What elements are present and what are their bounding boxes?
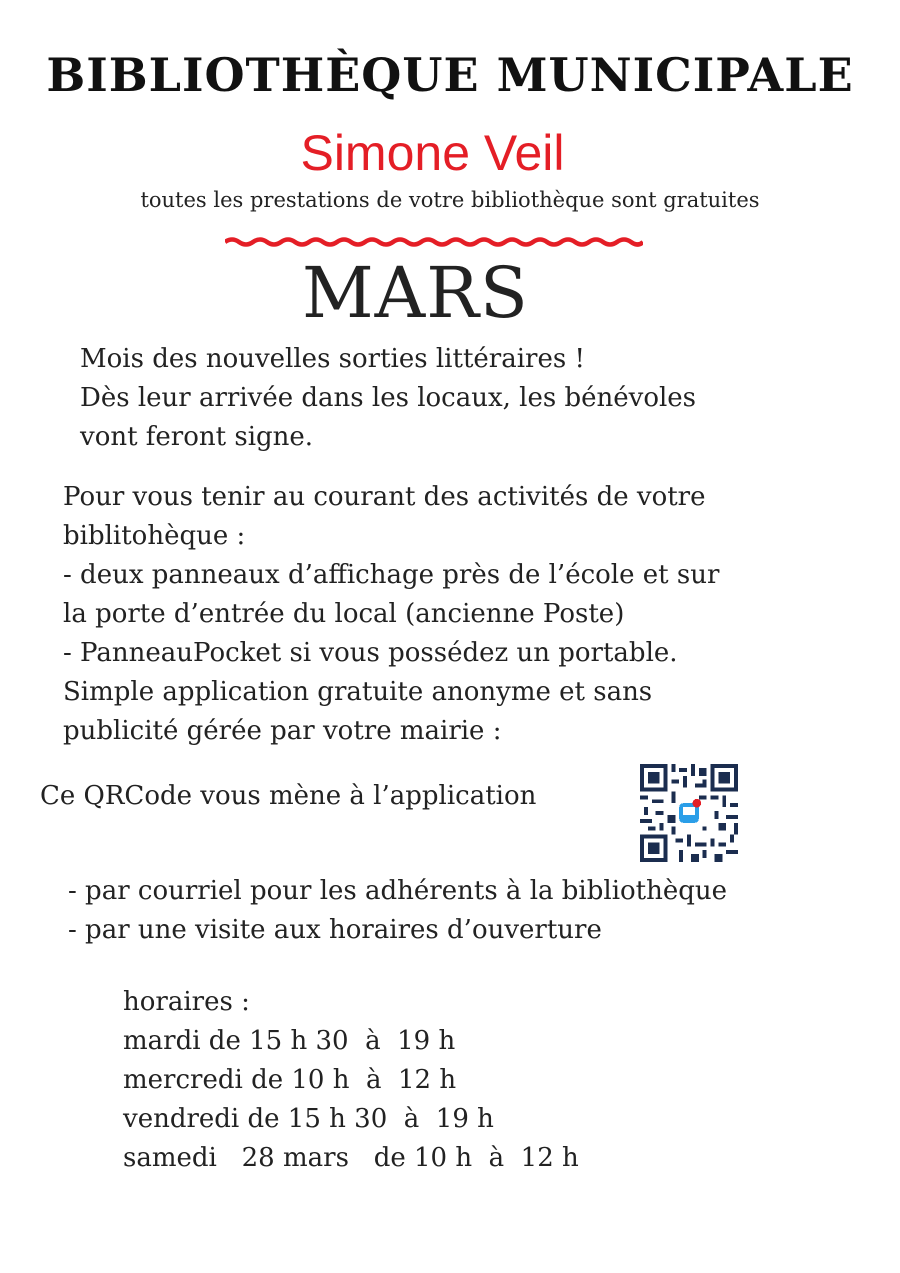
contact-line: - par une visite aux horaires d’ouverture [68,915,602,945]
tagline: toutes les prestations de votre bibliothèque sont gratuites [140,188,760,212]
info-line: publicité gérée par votre mairie : [63,716,502,746]
opening-hours [123,983,579,1178]
info-line: biblitohèque : [63,521,246,551]
hours-row: mercredi de 10 h à 12 h [123,1065,457,1095]
intro-line: Dès leur arrivée dans les locaux, les bénévoles [80,383,697,413]
intro-paragraph [80,340,696,457]
intro-line: vont feront signe. [80,422,314,452]
info-line: Pour vous tenir au courant des activités de votre [63,482,706,512]
contact-paragraph [68,872,727,950]
qr-code-icon[interactable] [640,764,738,862]
info-line: - PanneauPocket si vous possédez un portable. [63,638,678,668]
qr-caption: Ce QRCode vous mène à l’application [40,781,537,811]
red-wave-divider [225,232,643,252]
hours-row: samedi 28 mars de 10 h à 12 h [123,1143,579,1173]
hours-row: vendredi de 15 h 30 à 19 h [123,1104,494,1134]
contact-line: - par courriel pour les adhérents à la bibliothèque [68,876,728,906]
library-name: Simone Veil [300,125,565,181]
info-line: Simple application gratuite anonyme et sans [63,677,653,707]
hours-label: horaires : [123,987,250,1017]
info-paragraph [63,478,719,751]
info-line: la porte d’entrée du local (ancienne Poste) [63,599,625,629]
month-heading: MARS [302,252,529,334]
hours-row: mardi de 15 h 30 à 19 h [123,1026,456,1056]
intro-line: Mois des nouvelles sorties littéraires ! [80,344,585,374]
library-title: BIBLIOTHÈQUE MUNICIPALE [46,48,854,102]
info-line: - deux panneaux d’affichage près de l’école et sur [63,560,720,590]
